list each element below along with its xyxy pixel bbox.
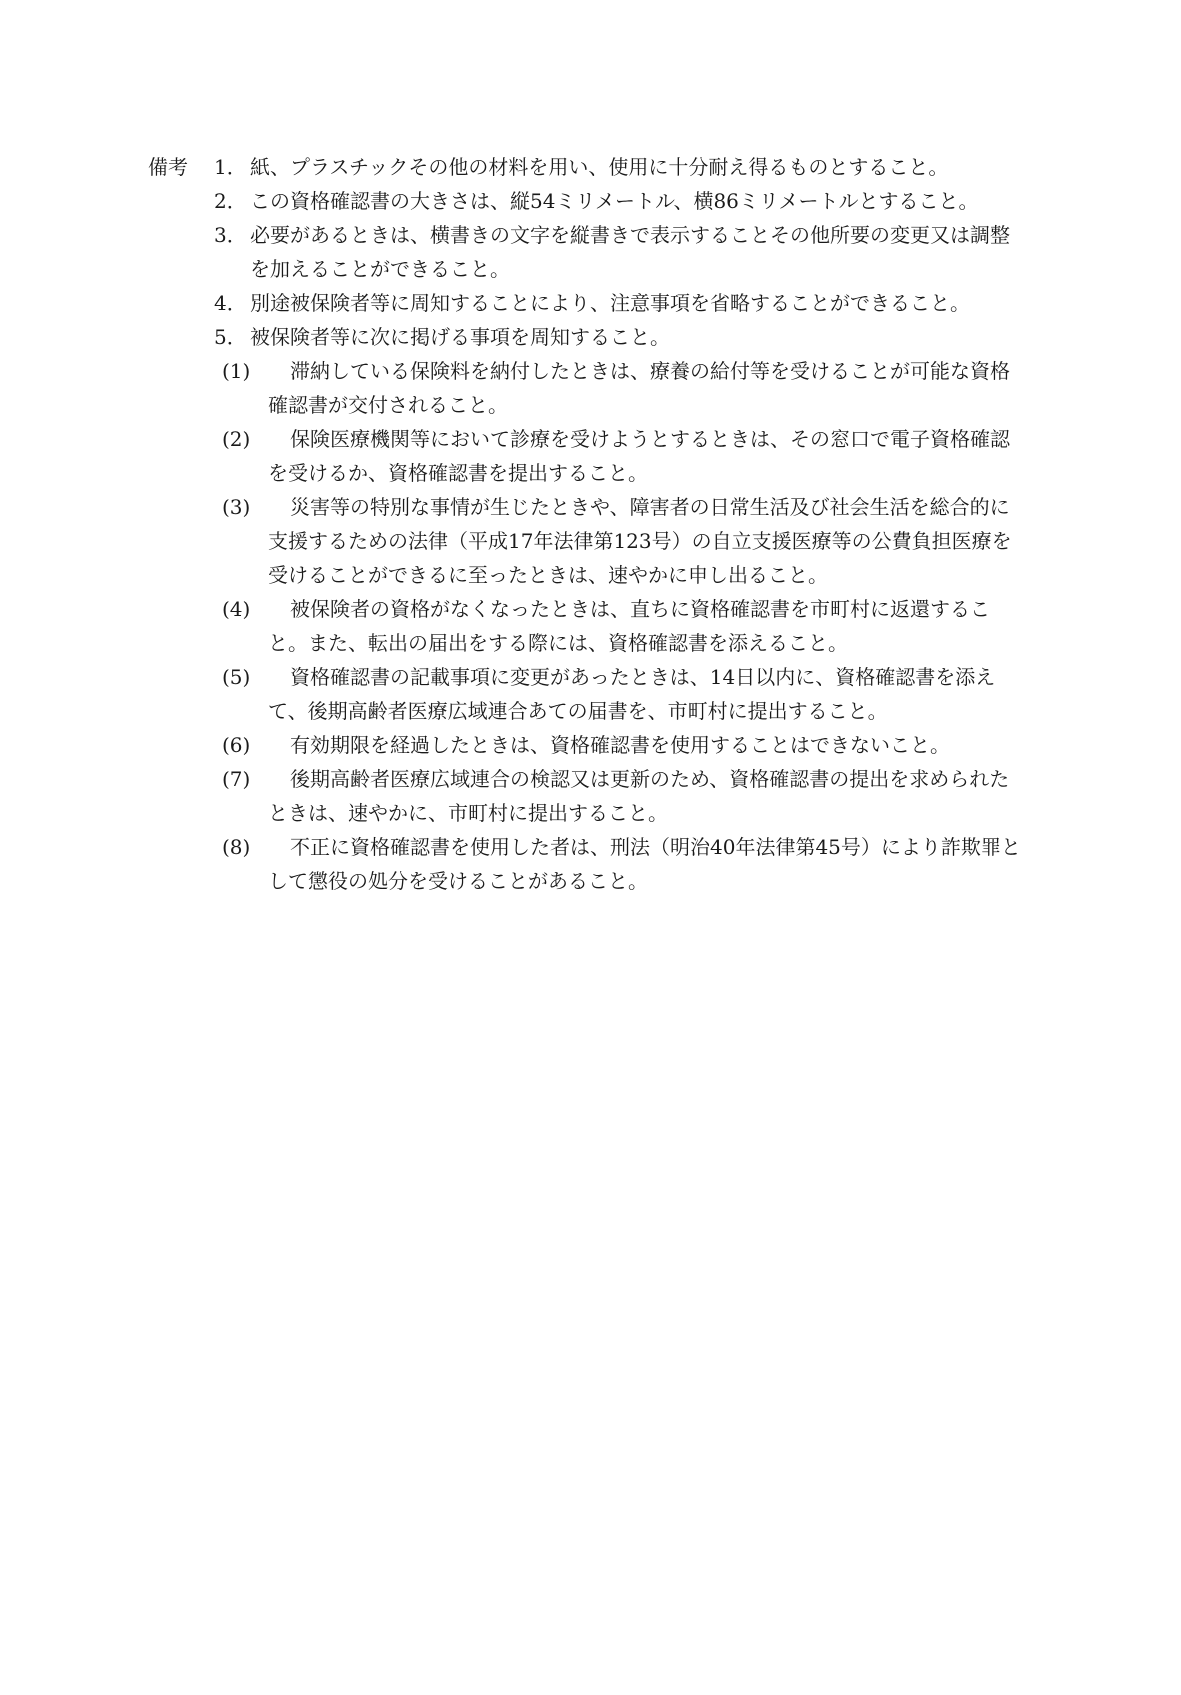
note-item-1 [214, 150, 1028, 184]
sub-item-number: (4) [222, 597, 251, 621]
sub-item-7 [214, 762, 1028, 830]
notes-items [214, 150, 1028, 898]
sub-item-number: (3) [222, 495, 251, 519]
sub-item-number: (5) [222, 665, 251, 689]
note-item-number: 2． [214, 189, 247, 213]
note-item-text: この資格確認書の大きさは、縦54ミリメートル、横86ミリメートルとすること。 [250, 189, 979, 213]
sub-item-text: 災害等の特別な事情が生じたときや、障害者の日常生活及び社会生活を総合的に支援するための法律（平成17年法律第123号）の自立支援医療等の公費負担医療を受けることができるに至ったときは、速やかに申し出ること。 [268, 495, 1012, 587]
note-item-number: 1． [214, 155, 247, 179]
note-item-2 [214, 184, 1028, 218]
sub-item-text: 被保険者の資格がなくなったときは、直ちに資格確認書を市町村に返還すること。また、転出の届出をする際には、資格確認書を添えること。 [268, 597, 990, 655]
sub-item-text: 滞納している保険料を納付したときは、療養の給付等を受けることが可能な資格確認書が交付されること。 [268, 359, 1010, 417]
sub-item-8 [214, 830, 1028, 898]
note-item-number: 5． [214, 325, 247, 349]
sub-item-number: (6) [222, 733, 251, 757]
note-item-number: 3． [214, 223, 247, 247]
note-item-number: 4． [214, 291, 247, 315]
notes-label: 備考 [148, 155, 188, 179]
sub-item-number: (1) [222, 359, 251, 383]
note-item-text: 別途被保険者等に周知することにより、注意事項を省略することができること。 [250, 291, 970, 315]
sub-item-number: (7) [222, 767, 251, 791]
note-item-5 [214, 320, 1028, 354]
note-item-3 [214, 218, 1028, 286]
sub-item-5 [214, 660, 1028, 728]
sub-item-text: 保険医療機関等において診療を受けようとするときは、その窓口で電子資格確認を受けるか、資格確認書を提出すること。 [268, 427, 1010, 485]
sub-item-number: (8) [222, 835, 251, 859]
note-item-text: 必要があるときは、横書きの文字を縦書きで表示することその他所要の変更又は調整を加えることができること。 [250, 223, 1010, 281]
sub-item-text: 不正に資格確認書を使用した者は、刑法（明治40年法律第45号）により詐欺罪として懲役の処分を受けることがあること。 [268, 835, 1021, 893]
sub-item-3 [214, 490, 1028, 592]
sub-item-number: (2) [222, 427, 251, 451]
note-item-4 [214, 286, 1028, 320]
sub-item-1 [214, 354, 1028, 422]
sub-item-2 [214, 422, 1028, 490]
note-item-text: 紙、プラスチックその他の材料を用い、使用に十分耐え得るものとすること。 [250, 155, 949, 179]
sub-item-text: 有効期限を経過したときは、資格確認書を使用することはできないこと。 [290, 733, 950, 757]
sub-item-text: 資格確認書の記載事項に変更があったときは、14日以内に、資格確認書を添えて、後期高齢者医療広域連合あての届書を、市町村に提出すること。 [268, 665, 996, 723]
sub-item-text: 後期高齢者医療広域連合の検認又は更新のため、資格確認書の提出を求められたときは、速やかに、市町村に提出すること。 [268, 767, 1010, 825]
sub-item-4 [214, 592, 1028, 660]
sub-item-6 [214, 728, 1028, 762]
note-item-text: 被保険者等に次に掲げる事項を周知すること。 [250, 325, 670, 349]
